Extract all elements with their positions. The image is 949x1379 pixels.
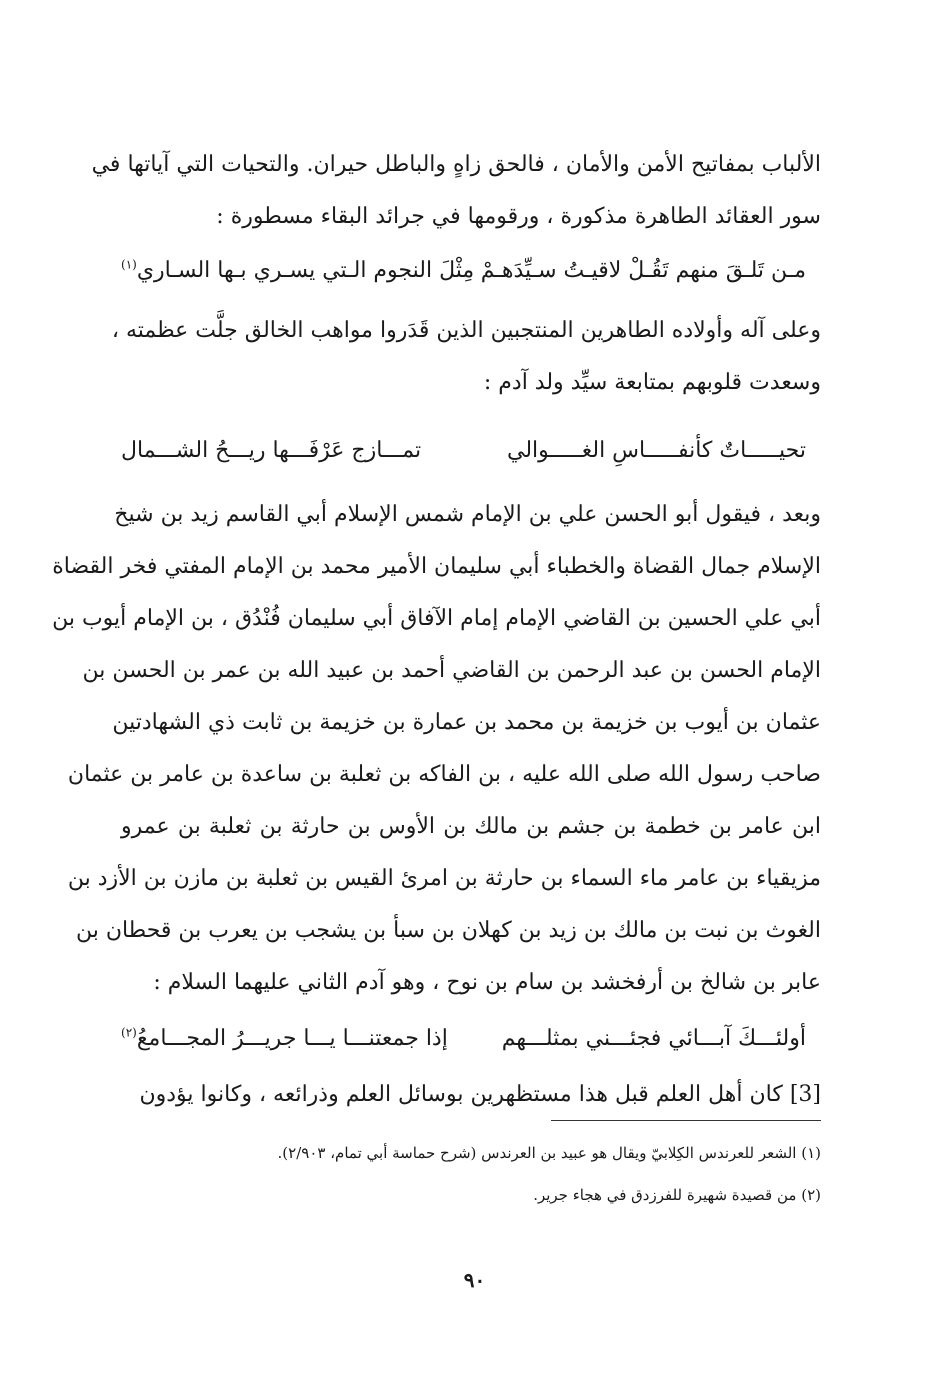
- text-line: ابن عامر بن خطمة بن جشم بن مالك بن الأوس بن حارثة بن ثعلبة بن عمرو: [121, 814, 821, 839]
- verse-hemistich-first: مـن تَلـقَ منهم تَقُـلْ لاقيـتُ سـيِّدَهـمْ: [480, 258, 806, 283]
- text-line-content: كان أهل العلم قبل هذا مستظهرين بوسائل العلم وذرائعه ، وكانوا يؤدون: [139, 1082, 790, 1107]
- text-line: عثمان بن أيوب بن خزيمة بن محمد بن عمارة بن خزيمة بن ثابت ذي الشهادتين: [112, 710, 821, 735]
- verse-hemistich-first: أولئـــكَ آبـــائي فجئـــني بمثلـــهم: [501, 1026, 806, 1051]
- text-line: [141, 1080, 821, 1110]
- text-line: الألباب بمفاتيح الأمن والأمان ، فالحق زاهٍ والباطل حيران. والتحيات التي آياتها في: [91, 152, 821, 177]
- verse-hemistich-second: تمـــازج عَرْفَـــها ريـــحُ الشـــمال: [121, 438, 422, 463]
- verse-hemistich-second: [121, 256, 474, 286]
- footnote-ref: (٢): [121, 1025, 137, 1040]
- text-line: وعلى آله وأولاده الطاهرين المنتجبين الذين قَدَروا مواهب الخالق جلَّت عظمته ،: [111, 318, 821, 343]
- text-line: مزيقياء بن عامر ماء السماء بن حارثة بن امرئ القيس بن ثعلبة بن مازن بن الأزد بن: [67, 866, 821, 891]
- verse-hemistich-text: مِثْلَ النجوم الـتي يسـري بـها السـاري: [136, 258, 475, 283]
- text-line: وبعد ، فيقول أبو الحسن علي بن الإمام شمس الإسلام أبي القاسم زيد بن شيخ: [114, 502, 821, 527]
- paragraph-marker: [3]: [789, 1082, 821, 1107]
- text-line: الإمام الحسن بن عبد الرحمن بن القاضي أحمد بن عبيد الله بن عمر بن الحسن بن: [82, 658, 821, 683]
- text-line: عابر بن شالخ بن أرفخشد بن سام بن نوح ، وهو آدم الثاني عليهما السلام :: [153, 970, 821, 995]
- footnote-ref: (١): [121, 257, 137, 272]
- text-line: أبي علي الحسين بن القاضي الإمام إمام الآفاق أبي سليمان فُنْدُق ، بن الإمام أيوب بن: [52, 606, 821, 631]
- page-number: ٩٠: [463, 1268, 486, 1292]
- text-line: وسعدت قلوبهم بمتابعة سيِّد ولد آدم :: [483, 370, 821, 395]
- text-line: سور العقائد الطاهرة مذكورة ، ورقومها في جرائد البقاء مسطورة :: [216, 204, 821, 229]
- verse-hemistich-text: إذا جمعتنـــا يـــا جريـــرُ المجـــامعُ: [136, 1026, 448, 1051]
- verse-hemistich-second: [121, 1024, 448, 1054]
- footnote-separator: [551, 1120, 821, 1121]
- text-line: الإسلام جمال القضاة والخطباء أبي سليمان الأمير محمد بن الإمام المفتي فخر القضاة: [52, 554, 821, 579]
- verse-hemistich-first: تحيـــــاتٌ كأنفـــــاسِ الغـــــوالي: [507, 438, 806, 463]
- text-line: صاحب رسول الله صلى الله عليه ، بن الفاكه بن ثعلبة بن ساعدة بن عامر بن عثمان: [67, 762, 821, 787]
- footnote: (٢) من قصيدة شهيرة للفرزدق في هجاء جرير.: [533, 1186, 821, 1204]
- text-line: الغوث بن نبت بن مالك بن زيد بن كهلان بن سبأ بن يشجب بن يعرب بن قحطان بن: [75, 918, 821, 943]
- footnote: (١) الشعر للعرندس الكِلابيّ ويقال هو عبيد بن العرندس (شرح حماسة أبي تمام، ٢/٩٠٣).: [277, 1144, 821, 1162]
- main-text: [52, 0, 821, 1379]
